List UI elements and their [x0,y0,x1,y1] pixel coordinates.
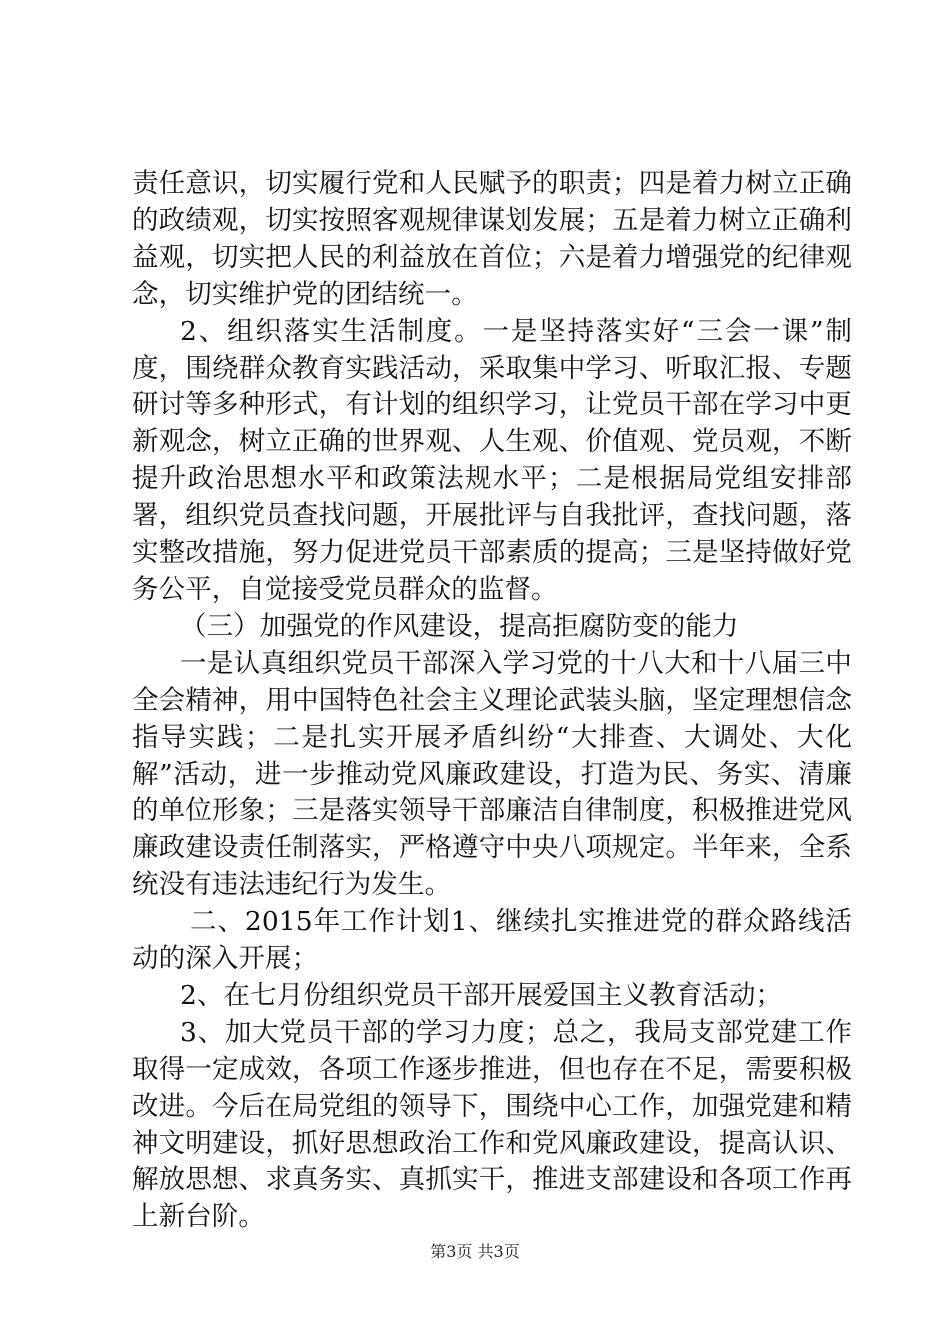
section-heading-work-style: （三）加强党的作风建设，提高拒腐防变的能力 [180,610,739,642]
paragraph-conclusion: 3、加大党员干部的学习力度；总之，我局支部党建工作取得一定成效，各项工作逐步推进，但也存在不足，需要积极改进。今后在局党组的领导下，围绕中心工作，加强党建和精神文明建设，抓好思想政治工作和党风廉政建设，提高认识、解放思想、求真务实、真抓实干，推进支部建设和各项工作再上新台阶。 [132,1016,852,1233]
paragraph-work-style: 一是认真组织党员干部深入学习党的十八大和十八届三中全会精神，用中国特色社会主义理论武装头脑，坚定理想信念指导实践；二是扎实开展矛盾纠纷“大排查、大调处、大化解”活动，进一步推动党风廉政建设，打造为民、务实、清廉的单位形象；三是落实领导干部廉洁自律制度，积极推进党风廉政建设责任制落实，严格遵守中央八项规定。半年来，全系统没有违法违纪行为发生。 [132,647,852,901]
paragraph-responsibility: 责任意识，切实履行党和人民赋予的职责；四是着力树立正确的政绩观，切实按照客观规律谋划发展；五是着力树立正确利益观，切实把人民的利益放在首位；六是着力增强党的纪律观念，切实维护党的团结统一。 [132,168,852,310]
page-number-footer: 第3页 共3页 [430,1242,520,1261]
document-body [132,166,852,1236]
paragraph-patriotic-education: 2、在七月份组织党员干部开展爱国主义教育活动； [180,979,783,1011]
paragraph-work-plan: 二、2015年工作计划1、继续扎实推进党的群众路线活动的深入开展； [132,906,852,975]
paragraph-life-system: 2、组织落实生活制度。一是坚持落实好“三会一课”制度，围绕群众教育实践活动，采取集中学习、听取汇报、专题研讨等多种形式，有计划的组织学习，让党员干部在学习中更新观念，树立正确的世界观、人生观、价值观、党员观，不断提升政治思想水平和政策法规水平；二是根据局党组安排部署，组织党员查找问题，开展批评与自我批评，查找问题，落实整改措施，努力促进党员干部素质的提高；三是坚持做好党务公平，自觉接受党员群众的监督。 [132,315,852,605]
